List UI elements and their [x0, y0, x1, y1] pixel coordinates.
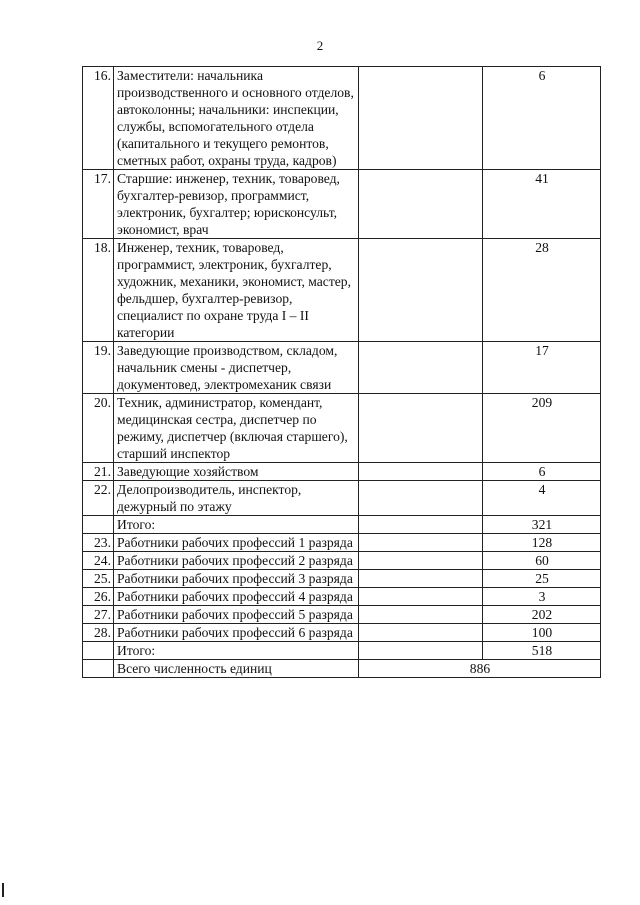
row-value: 6 [483, 67, 601, 170]
grand-total-row [83, 660, 601, 678]
row-name: Делопроизводитель, инспектор, дежурный по этажу [114, 481, 359, 516]
table-row [83, 481, 601, 516]
row-value: 100 [483, 624, 601, 642]
row-blank-cell [359, 239, 483, 342]
row-name: Работники рабочих профессий 4 разряда [114, 588, 359, 606]
row-name: Заведующие производством, складом, начальник смены - диспетчер, документовед, электромеханик связи [114, 342, 359, 394]
table-row [83, 588, 601, 606]
row-name: Итого: [114, 516, 359, 534]
row-blank-cell [359, 463, 483, 481]
row-value: 3 [483, 588, 601, 606]
row-blank-cell [359, 642, 483, 660]
margin-mark [2, 883, 4, 897]
row-number: 17. [83, 170, 114, 239]
row-name: Работники рабочих профессий 3 разряда [114, 570, 359, 588]
row-name: Работники рабочих профессий 1 разряда [114, 534, 359, 552]
row-value: 60 [483, 552, 601, 570]
table-row [83, 516, 601, 534]
row-blank-cell [359, 534, 483, 552]
row-number: 21. [83, 463, 114, 481]
row-number: 18. [83, 239, 114, 342]
grand-total-value: 886 [359, 660, 601, 678]
table-row [83, 534, 601, 552]
table-row [83, 552, 601, 570]
row-blank-cell [359, 624, 483, 642]
row-blank-cell [359, 342, 483, 394]
row-number: 25. [83, 570, 114, 588]
table-row [83, 170, 601, 239]
row-value: 4 [483, 481, 601, 516]
row-blank-cell [359, 570, 483, 588]
row-name: Техник, администратор, комендант, медицинская сестра, диспетчер по режиму, диспетчер (включая старшего), старший инспектор [114, 394, 359, 463]
row-number [83, 516, 114, 534]
row-blank-cell [359, 552, 483, 570]
row-number: 22. [83, 481, 114, 516]
row-value: 28 [483, 239, 601, 342]
row-value: 17 [483, 342, 601, 394]
table-row [83, 67, 601, 170]
grand-total-num-cell [83, 660, 114, 678]
row-blank-cell [359, 394, 483, 463]
table-body [83, 67, 601, 678]
row-name: Итого: [114, 642, 359, 660]
staffing-table [82, 66, 601, 678]
row-number: 23. [83, 534, 114, 552]
row-blank-cell [359, 481, 483, 516]
row-value: 25 [483, 570, 601, 588]
row-blank-cell [359, 170, 483, 239]
grand-total-label: Всего численность единиц [114, 660, 359, 678]
table-row [83, 342, 601, 394]
row-name: Инженер, техник, товаровед, программист, электроник, бухгалтер, художник, механики, экономист, мастер, фельдшер, бухгалтер-ревизор, специалист по охране труда I – II категории [114, 239, 359, 342]
row-number: 24. [83, 552, 114, 570]
row-blank-cell [359, 516, 483, 534]
row-blank-cell [359, 67, 483, 170]
table-row [83, 624, 601, 642]
row-name: Работники рабочих профессий 6 разряда [114, 624, 359, 642]
row-number: 28. [83, 624, 114, 642]
row-name: Заместители: начальника производственного и основного отделов, автоколонны; начальники: инспекции, службы, вспомогательного отдела (капитального и текущего ремонтов, сметных работ, охраны труда, кадров) [114, 67, 359, 170]
table-row [83, 463, 601, 481]
row-value: 321 [483, 516, 601, 534]
page-number: 2 [316, 38, 324, 53]
row-value: 41 [483, 170, 601, 239]
table-row [83, 394, 601, 463]
row-number: 19. [83, 342, 114, 394]
row-number: 26. [83, 588, 114, 606]
row-number: 16. [83, 67, 114, 170]
row-value: 128 [483, 534, 601, 552]
row-number: 27. [83, 606, 114, 624]
row-value: 209 [483, 394, 601, 463]
table-row [83, 570, 601, 588]
row-blank-cell [359, 588, 483, 606]
row-value: 518 [483, 642, 601, 660]
table-row [83, 606, 601, 624]
row-name: Работники рабочих профессий 2 разряда [114, 552, 359, 570]
row-name: Старшие: инженер, техник, товаровед, бухгалтер-ревизор, программист, электроник, бухгалтер; юрисконсульт, экономист, врач [114, 170, 359, 239]
row-number: 20. [83, 394, 114, 463]
row-value: 202 [483, 606, 601, 624]
row-name: Работники рабочих профессий 5 разряда [114, 606, 359, 624]
table-row [83, 642, 601, 660]
row-name: Заведующие хозяйством [114, 463, 359, 481]
row-number [83, 642, 114, 660]
row-value: 6 [483, 463, 601, 481]
table-row [83, 239, 601, 342]
row-blank-cell [359, 606, 483, 624]
